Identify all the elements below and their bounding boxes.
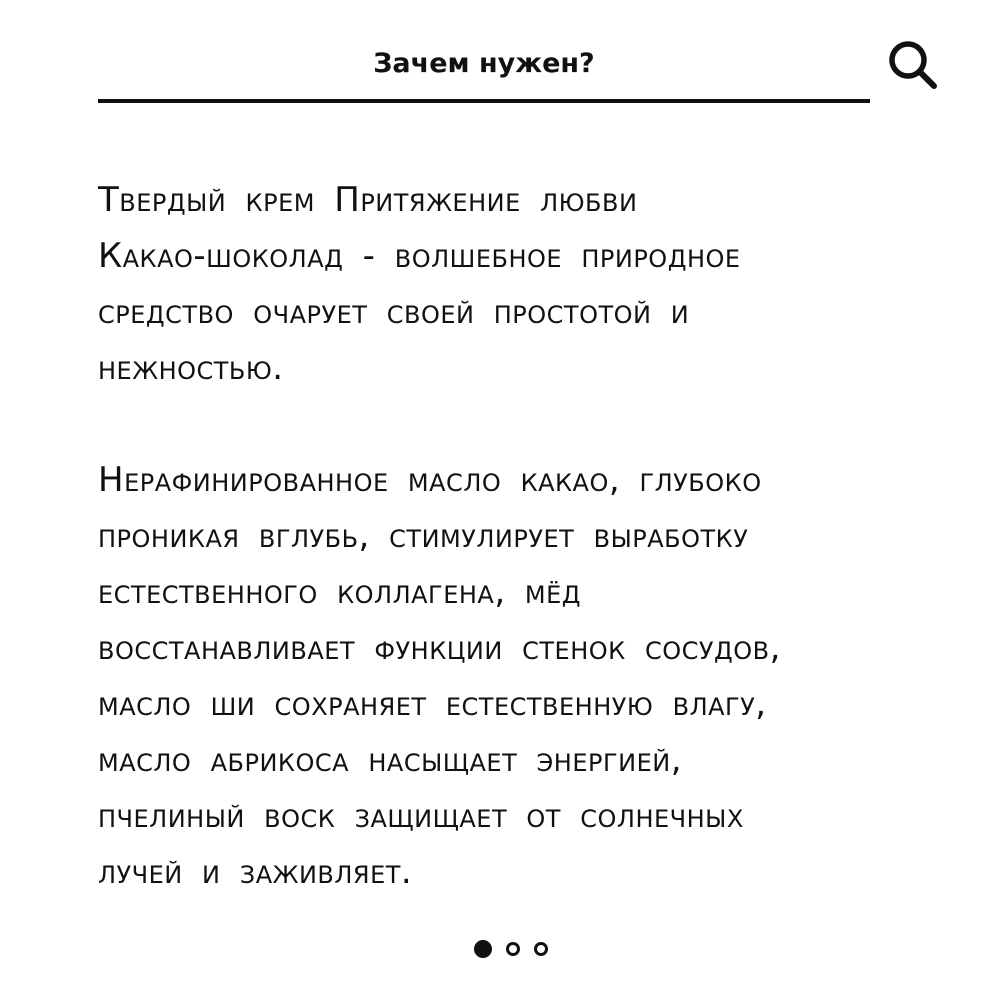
page-dot-2[interactable]: [506, 942, 520, 956]
search-icon[interactable]: [884, 36, 944, 96]
paragraph-intro: [98, 172, 918, 396]
description-text: [98, 172, 918, 900]
text-line: Какао-шоколад - волшебное природное: [98, 236, 741, 276]
text-line: Твердый крем Притяжение любви: [98, 180, 638, 220]
text-line: естественного коллагена, мёд: [98, 572, 582, 612]
text-line: лучей и заживляет.: [98, 852, 413, 892]
text-line: масло ши сохраняет естественную влагу,: [98, 684, 767, 724]
text-line: проникая вглубь, стимулирует выработку: [98, 516, 749, 556]
header-divider: [98, 99, 870, 103]
text-line: восстанавливает функции стенок сосудов,: [98, 628, 781, 668]
paragraph-ingredients: [98, 452, 918, 900]
text-line: нежностью.: [98, 348, 284, 388]
slide-pagination: [474, 938, 548, 960]
text-line: средство очарует своей простотой и: [98, 292, 690, 332]
page-dot-3[interactable]: [534, 942, 548, 956]
page-title: Зачем нужен?: [373, 48, 595, 79]
page-dot-1[interactable]: [474, 940, 492, 958]
text-line: Нерафинированное масло какао, глубоко: [98, 460, 762, 500]
text-line: пчелиный воск защищает от солнечных: [98, 796, 744, 836]
text-line: масло абрикоса насыщает энергией,: [98, 740, 683, 780]
